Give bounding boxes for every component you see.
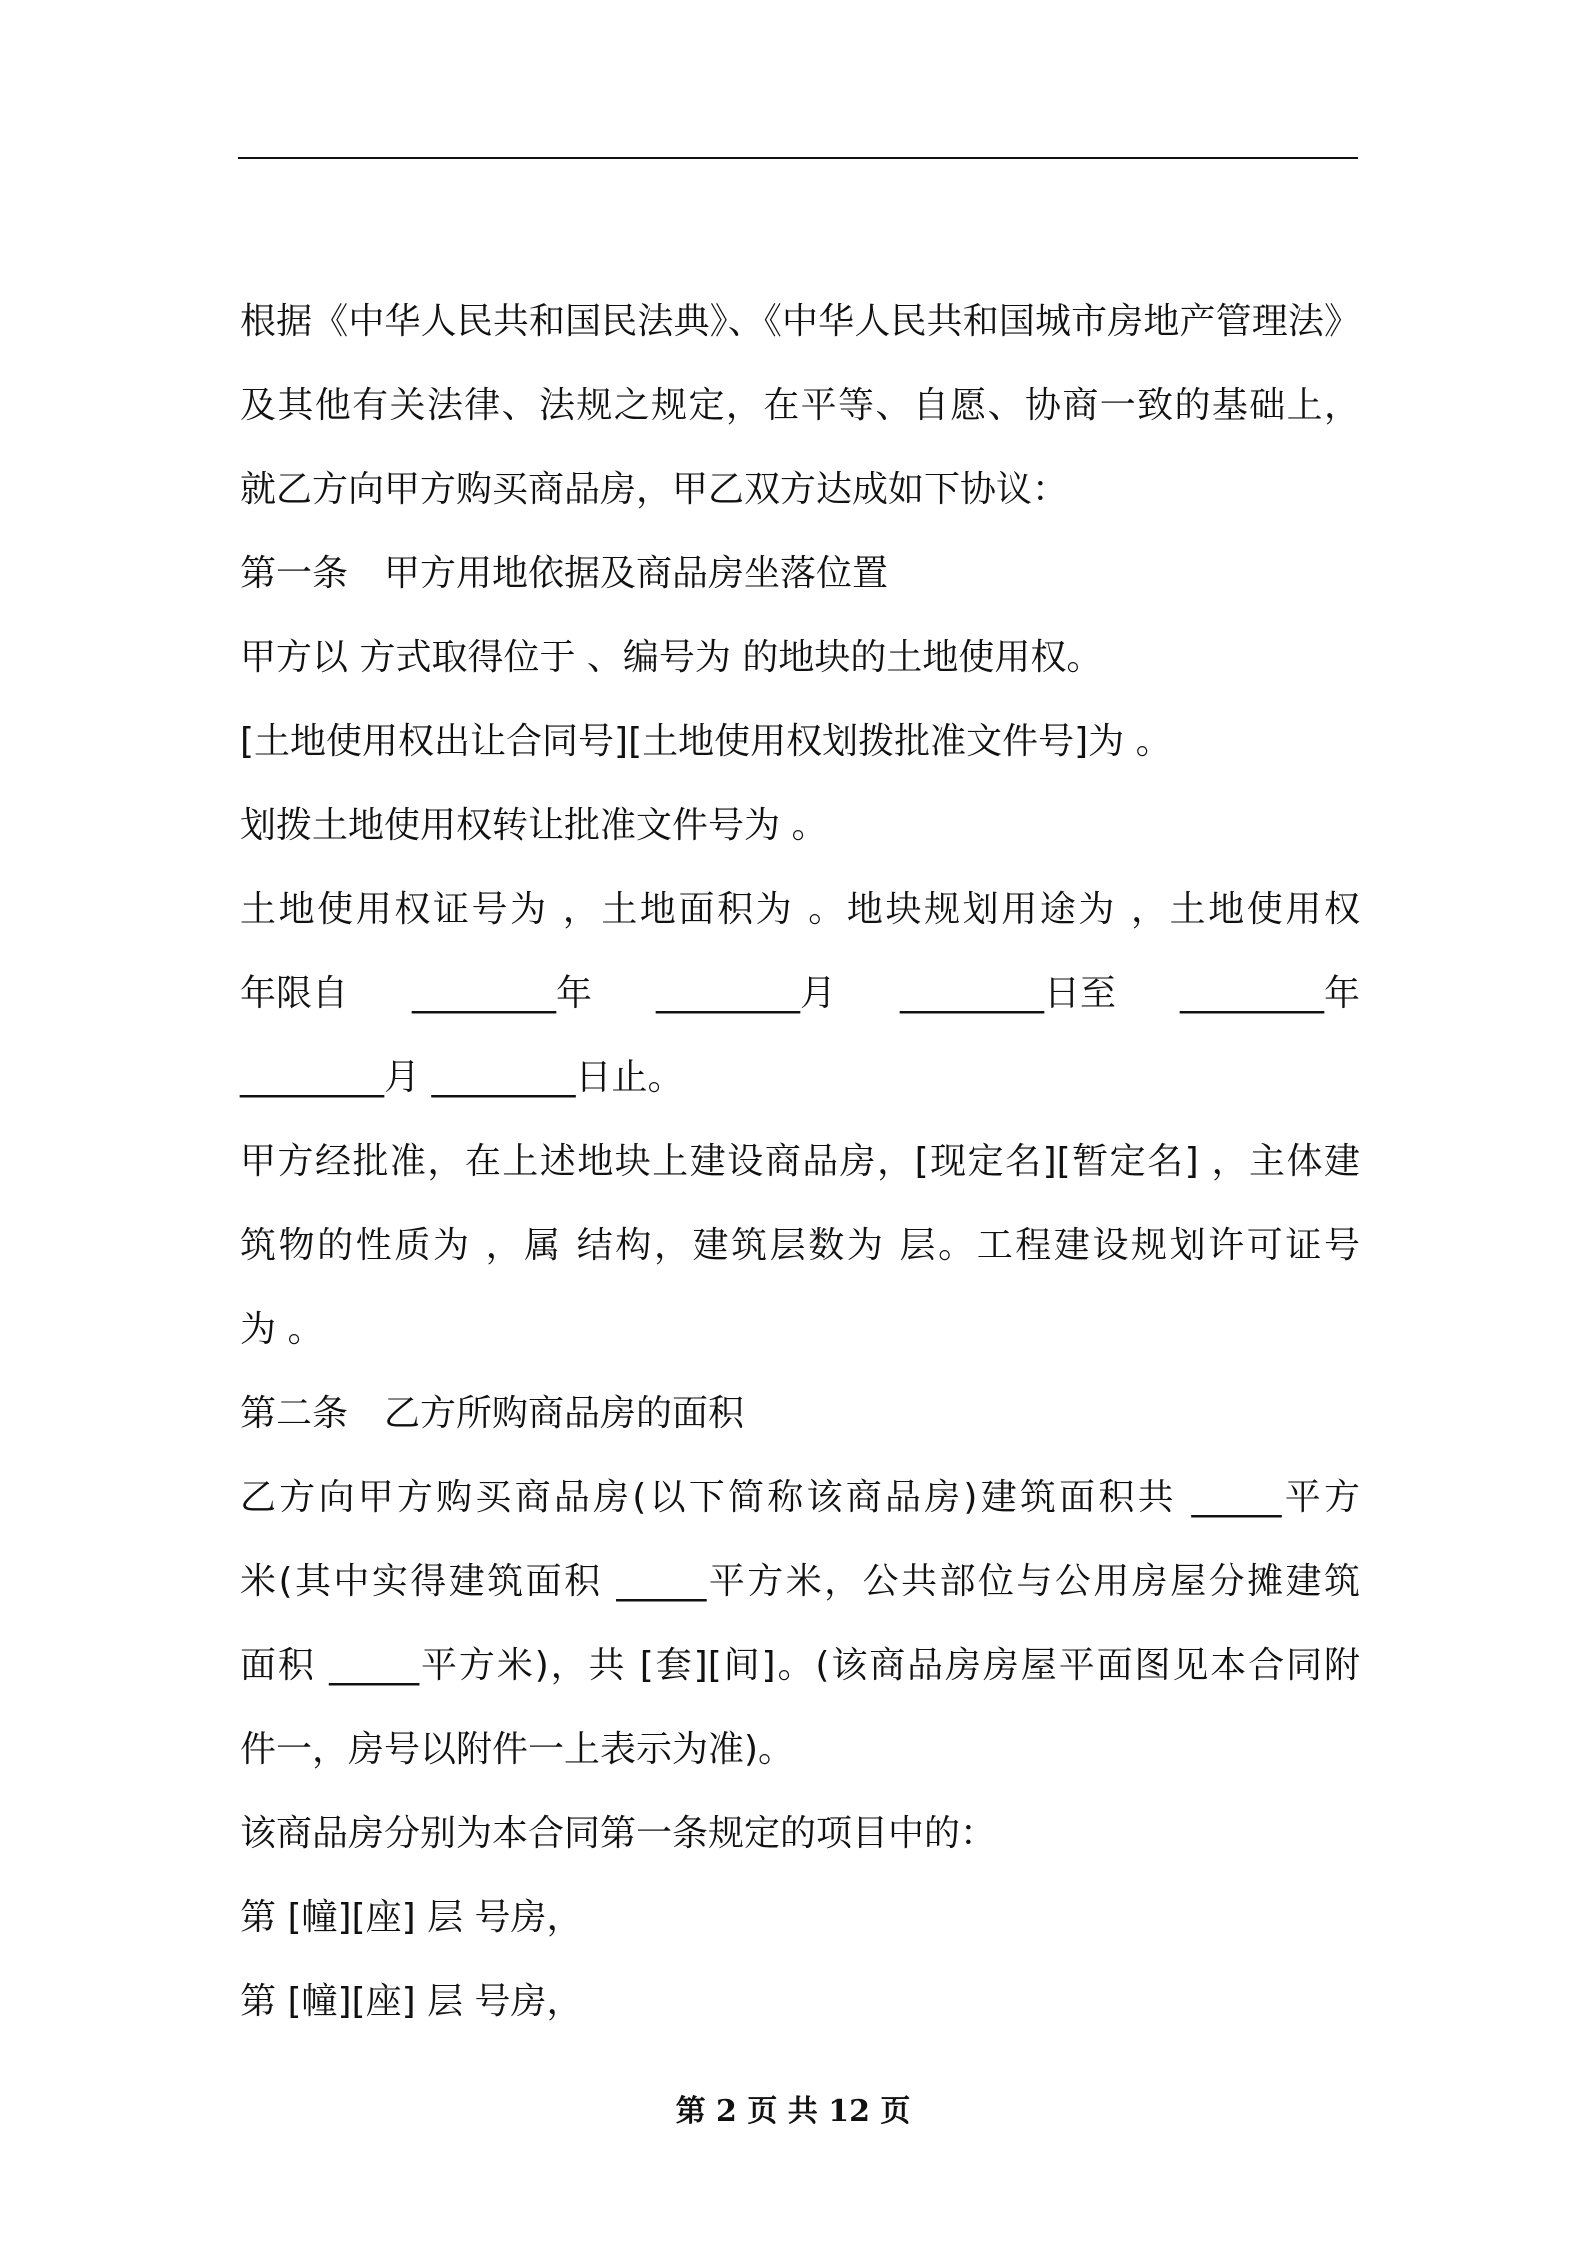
paragraph-line: 该商品房分别为本合同第一条规定的项目中的： (240, 1813, 997, 1854)
paragraph-line: 甲方经批准，在上述地块上建设商品房，[现定名][暂定名] ，主体建 (240, 1141, 1360, 1182)
paragraph-line: ________月 ________日止。 (240, 1057, 684, 1098)
paragraph-line: 土地使用权证号为 ，土地面积为 。地块规划用途为 ，土地使用权 (240, 889, 1360, 930)
paragraph-line: 甲方以 方式取得位于 、编号为 的地块的土地使用权。 (240, 637, 1103, 678)
paragraph-line: 划拨土地使用权转让批准文件号为 。 (240, 805, 828, 846)
paragraph-line: 件一，房号以附件一上表示为准)。 (240, 1729, 795, 1770)
header-rule (238, 157, 1358, 159)
paragraph-line: 为 。 (240, 1309, 324, 1350)
paragraph-line: 筑物的性质为 ，属 结构，建筑层数为 层。工程建设规划许可证号 (240, 1225, 1360, 1266)
paragraph-line: 及其他有关法律、法规之规定，在平等、自愿、协商一致的基础上， (240, 385, 1360, 426)
paragraph-line: 根据《中华人民共和国民法典》、《中华人民共和国城市房地产管理法》 (240, 301, 1360, 342)
paragraph-line: 第 [幢][座] 层 号房， (240, 1897, 583, 1938)
term-segment: ________年 (1179, 973, 1360, 1014)
paragraph-line: [土地使用权出让合同号][土地使用权划拨批准文件号]为 。 (240, 721, 1172, 762)
article-heading: 第二条 乙方所购商品房的面积 (240, 1393, 745, 1434)
page-number: 第 2 页 共 12 页 (675, 2094, 911, 2129)
paragraph-line: 面积 _____平方米)，共 [套][间]。(该商品房房屋平面图见本合同附 (240, 1645, 1360, 1686)
term-segment: 年限自 (240, 973, 349, 1014)
paragraph-line: 第 [幢][座] 层 号房， (240, 1981, 583, 2022)
term-segment: ________日至 (899, 973, 1116, 1014)
paragraph-line: 就乙方向甲方购买商品房，甲乙双方达成如下协议： (240, 469, 1069, 510)
term-line (240, 952, 1360, 1036)
term-segment: ________月 (655, 973, 836, 1014)
paragraph-line: 米(其中实得建筑面积 _____平方米，公共部位与公用房屋分摊建筑 (240, 1561, 1360, 1602)
paragraph-line: 乙方向甲方购买商品房(以下简称该商品房)建筑面积共 _____平方 (240, 1477, 1360, 1518)
document-body (240, 280, 1360, 2044)
article-heading: 第一条 甲方用地依据及商品房坐落位置 (240, 553, 889, 594)
term-segment: ________年 (411, 973, 592, 1014)
